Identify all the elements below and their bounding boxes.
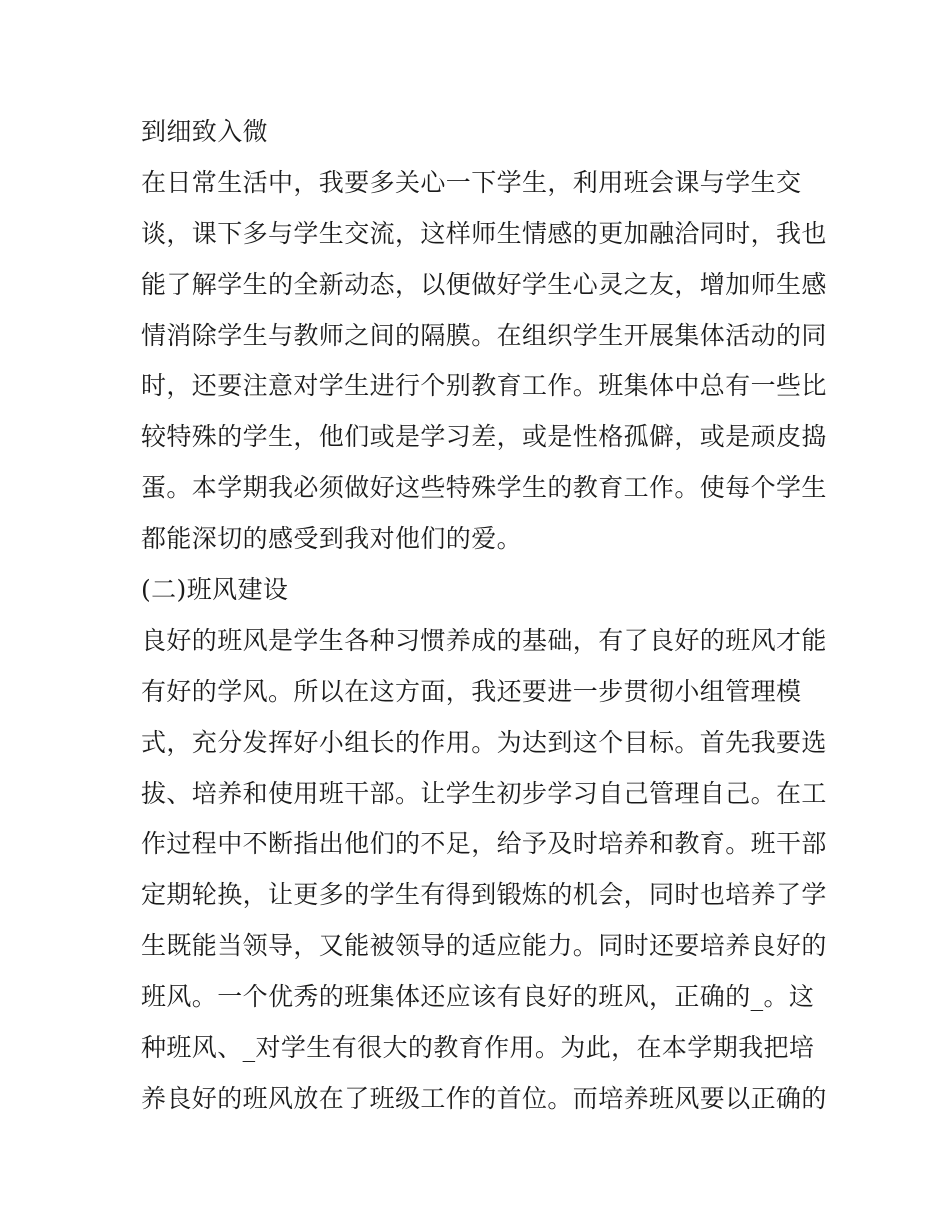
text-line: 班风。一个优秀的班集体还应该有良好的班风，正确的_。这: [141, 982, 815, 1012]
text-line: 作过程中不断指出他们的不足，给予及时培养和教育。班干部: [141, 829, 827, 859]
text-line: 蛋。本学期我必须做好这些特殊学生的教育工作。使每个学生: [141, 473, 827, 503]
text-line: 谈，课下多与学生交流，这样师生情感的更加融洽同时，我也: [141, 218, 827, 248]
text-line: 式，充分发挥好小组长的作用。为达到这个目标。首先我要选: [141, 727, 827, 757]
text-line: 拔、培养和使用班干部。让学生初步学习自己管理自己。在工: [141, 778, 827, 808]
text-line: 都能深切的感受到我对他们的爱。: [141, 524, 523, 554]
text-line: 有好的学风。所以在这方面，我还要进一步贯彻小组管理模: [141, 676, 802, 706]
text-line: 情消除学生与教师之间的隔膜。在组织学生开展集体活动的同: [141, 320, 827, 350]
text-line: 养良好的班风放在了班级工作的首位。而培养班风要以正确的: [141, 1083, 827, 1113]
text-line: 种班风、_对学生有很大的教育作用。为此，在本学期我把培: [141, 1033, 815, 1063]
text-line: 在日常生活中，我要多关心一下学生，利用班会课与学生交: [141, 167, 802, 197]
text-line: 到细致入微: [141, 117, 269, 146]
text-line: 能了解学生的全新动态，以便做好学生心灵之友，增加师生感: [141, 269, 827, 299]
section-heading: (二)班风建设: [141, 575, 289, 605]
text-line: 良好的班风是学生各种习惯养成的基础，有了良好的班风才能: [141, 625, 827, 655]
text-line: 定期轮换，让更多的学生有得到锻炼的机会，同时也培养了学: [141, 880, 827, 910]
text-line: 生既能当领导，又能被领导的适应能力。同时还要培养良好的: [141, 931, 827, 961]
text-line: 时，还要注意对学生进行个别教育工作。班集体中总有一些比: [141, 371, 827, 401]
text-line: 较特殊的学生，他们或是学习差，或是性格孤僻，或是顽皮捣: [141, 422, 827, 452]
body-text: [141, 107, 827, 1125]
